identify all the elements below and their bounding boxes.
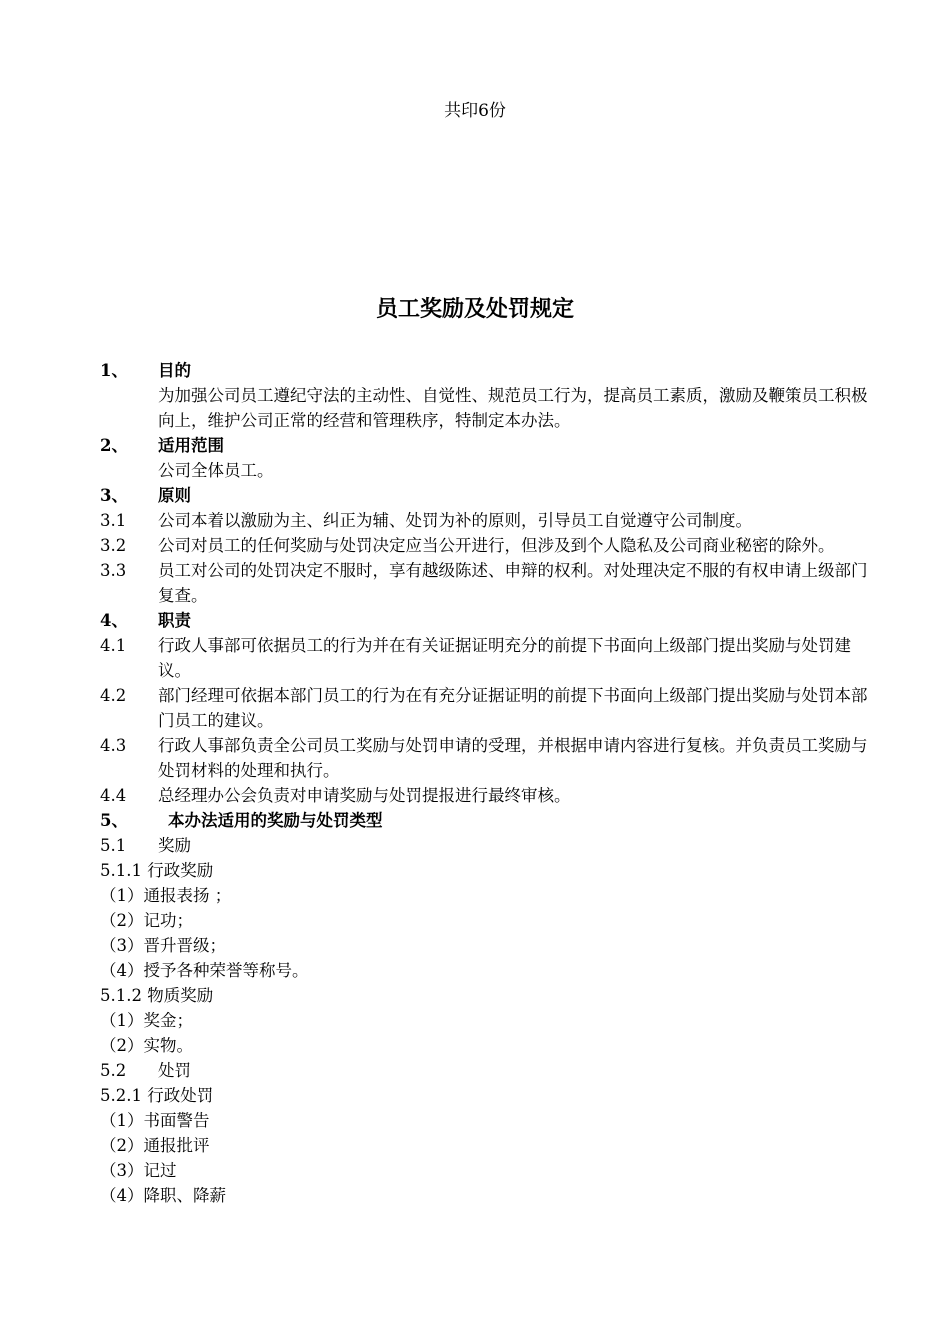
clause: 4.1 行政人事部可依据员工的行为并在有关证据证明充分的前提下书面向上级部门提出奖励与处罚建议。 (100, 636, 851, 680)
clause: 4.4 总经理办公会负责对申请奖励与处罚提报进行最终审核。 (100, 786, 571, 805)
section-heading: 3、 原则 (100, 486, 191, 505)
clause: 3.1 公司本着以激励为主、纠正为辅、处罚为补的原则，引导员工自觉遵守公司制度。 (100, 511, 752, 530)
list-item: （4）降职、降薪 (100, 1186, 226, 1205)
print-copies-note: 共印6份 (444, 101, 506, 121)
section-heading: 5、 本办法适用的奖励与处罚类型 (100, 811, 383, 830)
clause: 4.2 部门经理可依据本部门员工的行为在有充分证据证明的前提下书面向上级部门提出奖励与处罚本部门员工的建议。 (100, 686, 868, 730)
document-body (100, 358, 870, 1208)
section-text: 为加强公司员工遵纪守法的主动性、自觉性、规范员工行为，提高员工素质，激励及鞭策员工积极向上，维护公司正常的经营和管理秩序，特制定本办法。 (158, 386, 868, 430)
list-item: （1）书面警告 (100, 1111, 210, 1130)
clause: 3.3 员工对公司的处罚决定不服时，享有越级陈述、申辩的权利。对处理决定不服的有权申请上级部门复查。 (100, 561, 868, 605)
document-title: 员工奖励及处罚规定 (375, 296, 574, 322)
list-item: （4）授予各种荣誉等称号。 (100, 961, 309, 980)
subsection-reward: 5.1 奖励 (100, 836, 191, 855)
section-text: 公司全体员工。 (158, 461, 274, 480)
list-item: （1）通报表扬 ； (100, 886, 232, 905)
list-item: （3）晋升晋级； (100, 936, 226, 955)
subsection-material-reward: 5.1.2 物质奖励 (100, 986, 214, 1005)
list-item: （3）记过 (100, 1161, 177, 1180)
section-heading: 2、 适用范围 (100, 436, 224, 455)
subsection-penalty: 5.2 处罚 (100, 1061, 191, 1080)
list-item: （2）通报批评 (100, 1136, 210, 1155)
subsection-admin-penalty: 5.2.1 行政处罚 (100, 1086, 214, 1105)
clause: 3.2 公司对员工的任何奖励与处罚决定应当公开进行，但涉及到个人隐私及公司商业秘密的除外。 (100, 536, 835, 555)
section-heading: 1、 目的 (100, 361, 191, 380)
list-item: （1）奖金； (100, 1011, 193, 1030)
clause: 4.3 行政人事部负责全公司员工奖励与处罚申请的受理，并根据申请内容进行复核。并负责员工奖励与处罚材料的处理和执行。 (100, 736, 868, 780)
section-heading: 4、 职责 (100, 611, 191, 630)
list-item: （2）记功； (100, 911, 193, 930)
list-item: （2）实物。 (100, 1036, 193, 1055)
subsection-admin-reward: 5.1.1 行政奖励 (100, 861, 214, 880)
